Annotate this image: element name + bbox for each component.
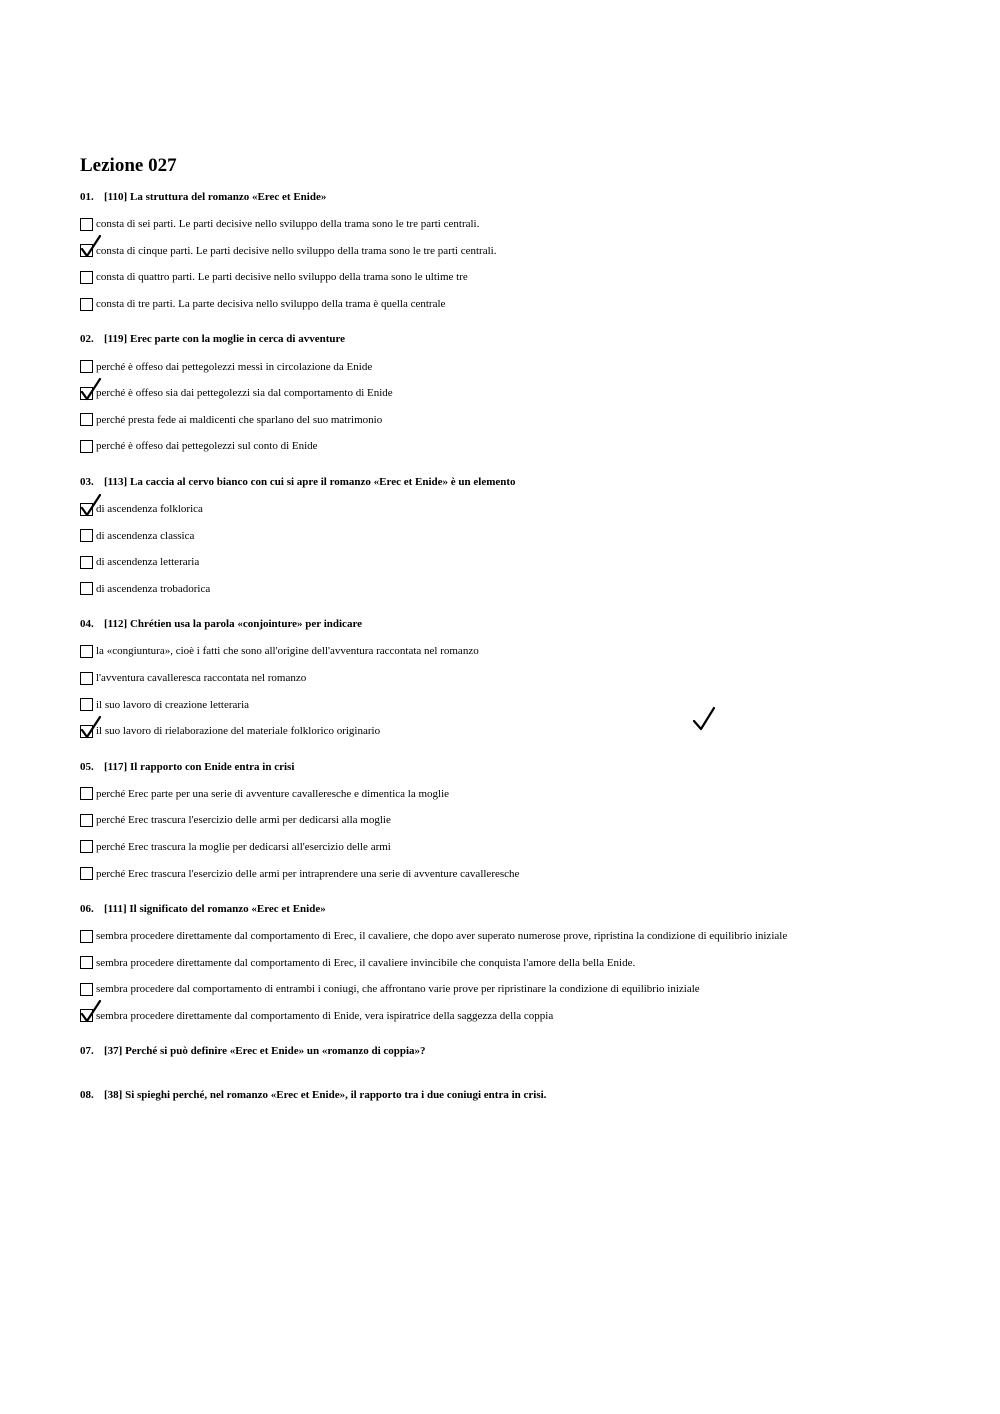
answer-checkbox[interactable]	[80, 218, 93, 231]
answer-checkbox[interactable]	[80, 1009, 93, 1022]
spacer	[80, 602, 960, 615]
question-heading	[80, 188, 960, 206]
answer-label: consta di quattro parti. Le parti decisive nello sviluppo della trama sono le ultime tre	[96, 271, 468, 284]
answer-option[interactable]	[80, 522, 960, 549]
checkmark-icon	[79, 377, 103, 401]
question-heading	[80, 1086, 960, 1104]
question-text: La caccia al cervo bianco con cui si apre il romanzo «Erec et Enide» è un elemento	[129, 475, 516, 488]
answer-option[interactable]	[80, 238, 960, 265]
question-block	[80, 1042, 960, 1086]
answer-option[interactable]	[80, 407, 960, 434]
question-heading	[80, 473, 960, 491]
document-page	[80, 154, 960, 1130]
question-block	[80, 758, 960, 900]
checkmark-icon	[79, 715, 103, 739]
answer-label: perché è offeso dai pettegolezzi sul conto di Enide	[96, 440, 318, 453]
question-heading	[80, 900, 960, 918]
answer-option[interactable]	[80, 949, 960, 976]
answer-label: perché Erec trascura la moglie per dedicarsi all'esercizio delle armi	[96, 840, 391, 853]
answer-checkbox[interactable]	[80, 298, 93, 311]
answer-option[interactable]	[80, 976, 960, 1003]
answer-checkbox[interactable]	[80, 440, 93, 453]
answer-label: l'avventura cavalleresca raccontata nel romanzo	[96, 672, 307, 685]
answer-label: consta di cinque parti. Le parti decisive nello sviluppo della trama sono le tre parti centrali.	[96, 244, 497, 257]
answer-checkbox[interactable]	[80, 645, 93, 658]
answer-checkbox[interactable]	[80, 387, 93, 400]
answer-label: perché è offeso sia dai pettegolezzi sia dal comportamento di Enide	[96, 387, 393, 400]
question-code: [111]	[104, 902, 127, 915]
answer-option[interactable]	[80, 807, 960, 834]
answer-option[interactable]	[80, 496, 960, 523]
question-number: 03.	[80, 475, 94, 488]
answer-option[interactable]	[80, 718, 960, 745]
checkmark-icon	[79, 493, 103, 517]
question-block	[80, 188, 960, 330]
answer-label: perché presta fede ai maldicenti che sparlano del suo matrimonio	[96, 413, 383, 426]
question-list	[80, 188, 960, 1130]
answer-label: di ascendenza letteraria	[96, 556, 200, 569]
answer-option[interactable]	[80, 638, 960, 665]
question-text: Si spieghi perché, nel romanzo «Erec et Enide», il rapporto tra i due coniugi entra in crisi.	[125, 1089, 547, 1102]
answer-checkbox[interactable]	[80, 930, 93, 943]
question-heading	[80, 758, 960, 776]
answer-checkbox[interactable]	[80, 956, 93, 969]
answer-checkbox[interactable]	[80, 840, 93, 853]
answer-option[interactable]	[80, 665, 960, 692]
question-code: [110]	[104, 191, 128, 203]
question-text: Il significato del romanzo «Erec et Enide»	[129, 902, 326, 915]
answer-checkbox[interactable]	[80, 271, 93, 284]
question-code: [117]	[104, 760, 128, 773]
question-number: 02.	[80, 333, 94, 346]
question-block	[80, 1086, 960, 1130]
answer-label: sembra procedere dal comportamento di entrambi i coniugi, che affrontano varie prove per ripristinare la condizione di equilibrio iniziale	[96, 983, 700, 996]
checkmark-icon	[79, 999, 103, 1023]
question-code: [113]	[104, 475, 128, 488]
question-block	[80, 473, 960, 615]
spacer	[80, 1109, 960, 1130]
answer-label: perché Erec trascura l'esercizio delle armi per intraprendere una serie di avventure cavalleresche	[96, 867, 520, 880]
question-text: Perché si può definire «Erec et Enide» un «romanzo di coppia»?	[125, 1045, 426, 1058]
answer-label: perché Erec parte per una serie di avventure cavalleresche e dimentica la moglie	[96, 787, 450, 800]
answer-checkbox[interactable]	[80, 244, 93, 257]
answer-option[interactable]	[80, 923, 960, 950]
answer-label: consta di tre parti. La parte decisiva nello sviluppo della trama è quella centrale	[96, 298, 446, 311]
question-code: [112]	[104, 618, 128, 631]
answer-label: di ascendenza classica	[96, 529, 195, 542]
question-number: 05.	[80, 760, 94, 773]
question-text: Il rapporto con Enide entra in crisi	[129, 760, 295, 773]
answer-label: di ascendenza folklorica	[96, 503, 203, 516]
answer-label: il suo lavoro di creazione letteraria	[96, 698, 250, 711]
answer-label: sembra procedere direttamente dal comportamento di Erec, il cavaliere invincibile che conquista l'amore della bella Enide.	[96, 956, 636, 969]
answer-checkbox[interactable]	[80, 725, 93, 738]
spacer	[80, 1029, 960, 1042]
question-code: [38]	[104, 1089, 123, 1102]
answer-checkbox[interactable]	[80, 413, 93, 426]
question-number: 06.	[80, 902, 94, 915]
answer-label: sembra procedere direttamente dal comportamento di Enide, vera ispiratrice della saggezza della coppia	[96, 1009, 554, 1022]
checkmark-icon	[79, 234, 103, 258]
answer-option[interactable]	[80, 1003, 960, 1030]
answer-checkbox[interactable]	[80, 556, 93, 569]
answer-checkbox[interactable]	[80, 867, 93, 880]
question-block	[80, 330, 960, 472]
answer-option[interactable]	[80, 291, 960, 318]
lesson-title: Lezione 027	[80, 155, 177, 176]
answer-checkbox[interactable]	[80, 503, 93, 516]
answer-checkbox[interactable]	[80, 529, 93, 542]
answer-checkbox[interactable]	[80, 698, 93, 711]
answer-option[interactable]	[80, 834, 960, 861]
answer-checkbox[interactable]	[80, 814, 93, 827]
question-heading	[80, 330, 960, 348]
spacer	[80, 745, 960, 758]
question-number: 01.	[80, 191, 94, 203]
question-heading	[80, 615, 960, 633]
question-block	[80, 900, 960, 1042]
answer-option[interactable]	[80, 860, 960, 887]
spacer	[80, 1065, 960, 1086]
question-number: 07.	[80, 1045, 94, 1058]
answer-label: di ascendenza trobadorica	[96, 582, 211, 595]
question-code: [37]	[104, 1045, 123, 1058]
answer-checkbox[interactable]	[80, 787, 93, 800]
question-number: 08.	[80, 1089, 94, 1102]
answer-option[interactable]	[80, 576, 960, 603]
answer-label: consta di sei parti. Le parti decisive nello sviluppo della trama sono le tre parti centrali.	[96, 218, 480, 231]
question-text: Erec parte con la moglie in cerca di avventure	[129, 333, 346, 346]
answer-option[interactable]	[80, 781, 960, 808]
question-text: Chrétien usa la parola «conjointure» per indicare	[129, 618, 363, 631]
question-block	[80, 615, 960, 757]
answer-option[interactable]	[80, 549, 960, 576]
spacer	[80, 887, 960, 900]
spacer	[80, 460, 960, 473]
spacer	[80, 317, 960, 330]
answer-option[interactable]	[80, 691, 960, 718]
answer-checkbox[interactable]	[80, 360, 93, 373]
answer-option[interactable]	[80, 211, 960, 238]
answer-label: la «congiuntura», cioè i fatti che sono all'origine dell'avventura raccontata nel romanzo	[96, 645, 479, 658]
answer-option[interactable]	[80, 380, 960, 407]
answer-option[interactable]	[80, 353, 960, 380]
question-heading	[80, 1042, 960, 1060]
answer-option[interactable]	[80, 264, 960, 291]
answer-label: perché Erec trascura l'esercizio delle armi per dedicarsi alla moglie	[96, 814, 391, 827]
answer-checkbox[interactable]	[80, 582, 93, 595]
question-number: 04.	[80, 618, 94, 631]
question-text: La struttura del romanzo «Erec et Enide»	[129, 191, 327, 203]
answer-checkbox[interactable]	[80, 672, 93, 685]
answer-option[interactable]	[80, 433, 960, 460]
answer-label: sembra procedere direttamente dal comportamento di Erec, il cavaliere, che dopo aver superato numerose prove, ripristina la condizione di equilibrio iniziale	[96, 930, 788, 943]
answer-label: il suo lavoro di rielaborazione del materiale folklorico originario	[96, 725, 381, 738]
answer-checkbox[interactable]	[80, 983, 93, 996]
answer-label: perché è offeso dai pettegolezzi messi in circolazione da Enide	[96, 360, 373, 373]
stray-checkmark-icon	[692, 706, 716, 732]
question-code: [119]	[104, 333, 128, 346]
